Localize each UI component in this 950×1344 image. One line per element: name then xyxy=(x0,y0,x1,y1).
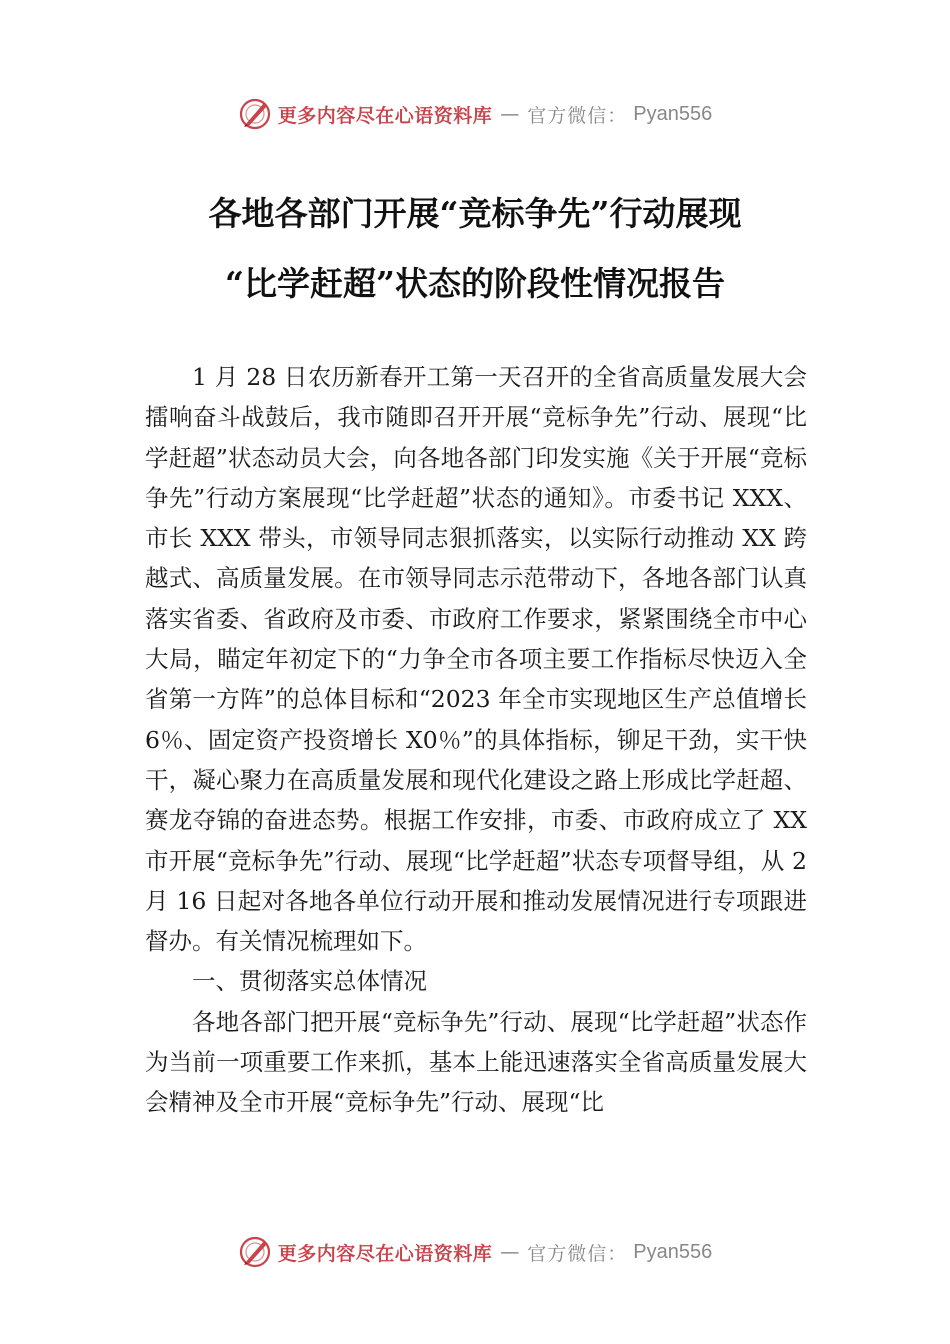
watermark-footer xyxy=(0,1232,950,1272)
section-heading-1: 一、贯彻落实总体情况 xyxy=(192,967,427,996)
watermark-wechat-id: Pyan556 xyxy=(633,102,713,125)
document-title-line-1: 各地各部门开展“竞标争先”行动展现 xyxy=(208,194,742,233)
watermark-header xyxy=(0,94,950,134)
watermark-dash: — xyxy=(500,1241,520,1263)
watermark-label: 官方微信： xyxy=(527,104,628,127)
paragraph-section-1: 各地各部门把开展“竞标争先”行动、展现“比学赶超”状态作为当前一项重要工作来抓，基本上能迅速落实全省高质量发展大会精神及全市开展“竞标争先”行动、展现“比 xyxy=(145,1007,807,1117)
watermark-text: 更多内容尽在心语资料库 xyxy=(277,104,493,127)
watermark-wechat-id: Pyan556 xyxy=(633,1240,713,1263)
watermark-dash: — xyxy=(500,103,520,125)
quill-logo-icon xyxy=(238,1235,272,1269)
watermark-text: 更多内容尽在心语资料库 xyxy=(277,1242,493,1265)
document-body xyxy=(145,357,807,1123)
quill-logo-icon xyxy=(238,97,272,131)
watermark-label: 官方微信： xyxy=(527,1242,628,1265)
paragraph-intro: 1 月 28 日农历新春开工第一天召开的全省高质量发展大会擂响奋斗战鼓后，我市随即召开开展“竞标争先”行动、展现“比学赶超”状态动员大会，向各地各部门印发实施《关于开展“竞标争先”行动方案展现“比学赶超”状态的通知》。市委书记 XXX、市长 XXX 带头，市领导同志狠抓落实，以实际行动推动 XX 跨越式、高质量发展。在市领导同志示范带动下，各地各部门认真落实省委、省政府及市委、市政府工作要求，紧紧围绕全市中心大局，瞄定年初定下的“力争全市各项主要工作指标尽快迈入全省第一方阵”的总体目标和“2023 年全市实现地区生产总值增长 6％、固定资产投资增长 X0％”的具体指标，铆足干劲，实干快干，凝心聚力在高质量发展和现代化建设之路上形成比学赶超、赛龙夺锦的奋进态势。根据工作安排，市委、市政府成立了 XX 市开展“竞标争先”行动、展现“比学赶超”状态专项督导组，从 2 月 16 日起对各地各单位行动开展和推动发展情况进行专项跟进督办。有关情况梳理如下。 xyxy=(145,363,807,956)
document-title-line-2: “比学赶超”状态的阶段性情况报告 xyxy=(225,264,725,303)
